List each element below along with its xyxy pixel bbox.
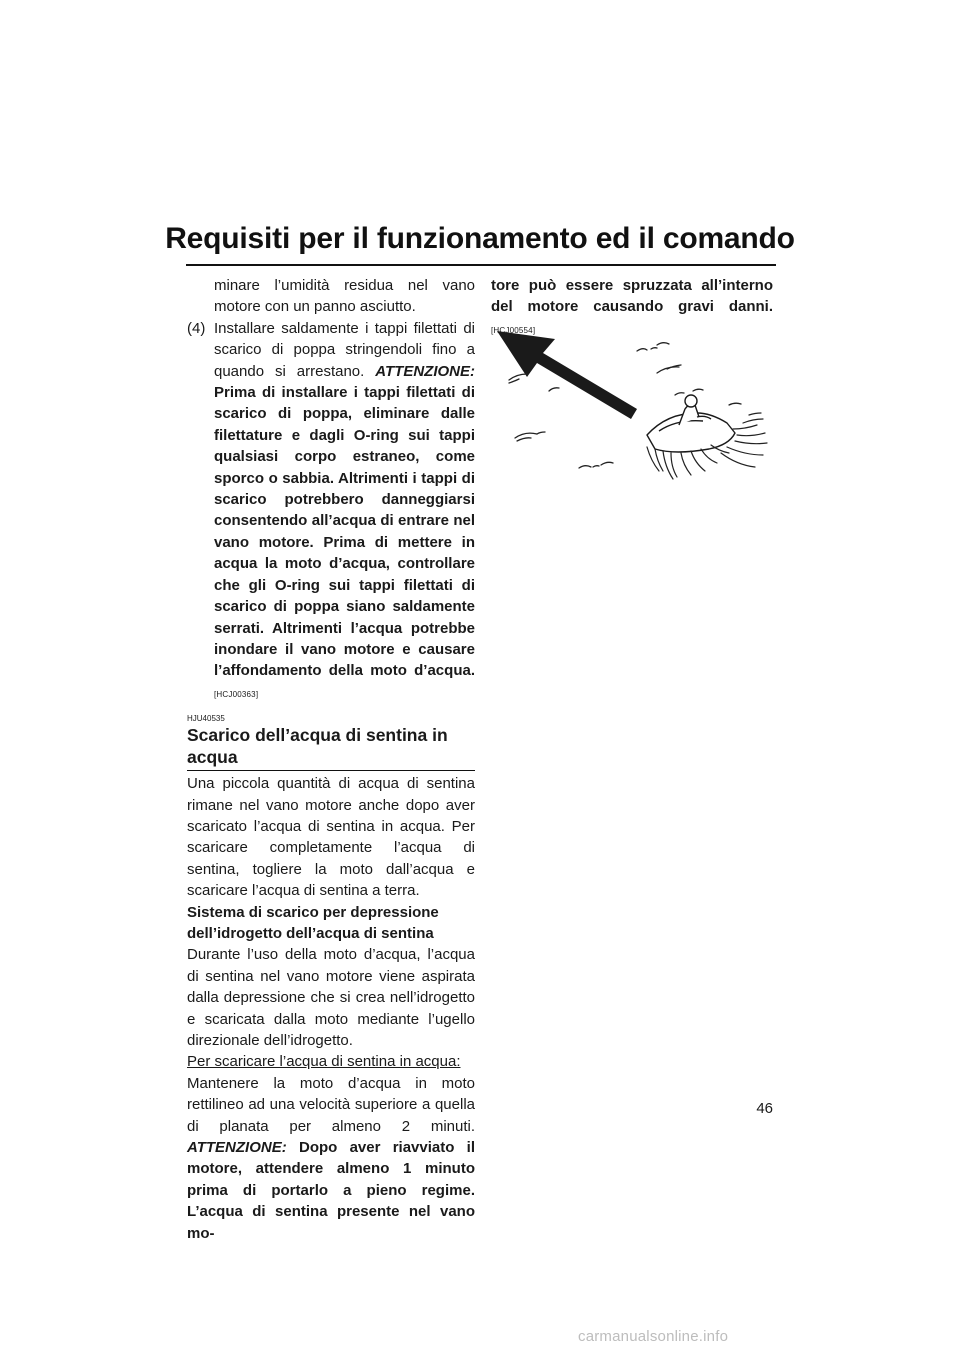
title-divider <box>186 264 776 266</box>
attention-label-2: ATTENZIONE: <box>187 1139 287 1157</box>
watercraft-icon <box>647 395 735 452</box>
page-number: 46 <box>756 1100 773 1117</box>
step-4-text: Installare saldamente i tappi filettati di scarico di poppa stringendoli fino a quando si arrestano. <box>214 319 475 380</box>
attention-label: ATTENZIONE: <box>375 362 475 380</box>
watercraft-direction-illustration <box>497 325 773 505</box>
continued-paragraph: minare l’umidità residua nel vano motore con un panno asciutto. <box>214 277 475 316</box>
step-4-number: (4) <box>187 319 206 337</box>
section-intro: Una piccola quantità di acqua di sentina rimane nel vano motore anche dopo aver scaricato l’acqua di sentina in acqua. Per scaricare completamente l’acqua di sentina, togliere la moto dall’acqua e scaricare l’acqua di sentina a terra. <box>187 775 475 900</box>
procedure-heading: Per scaricare l’acqua di sentina in acqua: <box>187 1053 461 1071</box>
section-title: Scarico dell’acqua di sentina in acqua <box>187 724 475 771</box>
section-code: HJU40535 <box>187 714 225 724</box>
attention-text: Prima di installare i tappi filettati di scarico di poppa, eliminare dalle filettature e dagli O-ring sui tappi qualsiasi corpo estraneo, come sporco o sabbia. Altrimenti i tappi di scarico potrebbero danneggiarsi consentendo all’acqua di entrare nel vano motore. Prima di mettere in acqua la moto d’acqua, controllare che gli O-ring sui tappi filettati di scarico di poppa siano saldamente serrati. Altrimenti l’acqua potrebbe inondare il vano motore e causare l’affondamento della moto d’acqua. <box>214 384 475 680</box>
page-title: Requisiti per il funzionamento ed il comando <box>165 222 795 255</box>
system-description: Durante l’uso della moto d’acqua, l’acqua di sentina nel vano motore viene aspirata dalla depressione che si crea nell’idrogetto e scaricata dalla moto mediante l’ugello direzionale dell’idrogetto. <box>187 946 475 1049</box>
attention-text-2: Dopo aver riavviato il motore, attendere almeno 1 minuto prima di portarlo a pieno regime. L’acqua di sentina presente nel vano mo- <box>187 1139 475 1242</box>
reference-code-2: [HCJ00554] <box>491 325 536 335</box>
step-4 <box>187 318 475 705</box>
procedure-text: Mantenere la moto d’acqua in moto rettilineo ad una velocità superiore a quella di planata per almeno 2 minuti. <box>187 1074 475 1135</box>
attention-text-continued: tore può essere spruzzata all’interno del motore causando gravi danni. <box>491 277 773 316</box>
watermark[interactable]: carmanualsonline.info <box>578 1328 729 1345</box>
left-column <box>187 275 475 1244</box>
reference-code: [HCJ00363] <box>214 689 259 699</box>
procedure-paragraph <box>187 1073 475 1244</box>
subheading: Sistema di scarico per depressione dell’idrogetto dell’acqua di sentina <box>187 903 439 942</box>
